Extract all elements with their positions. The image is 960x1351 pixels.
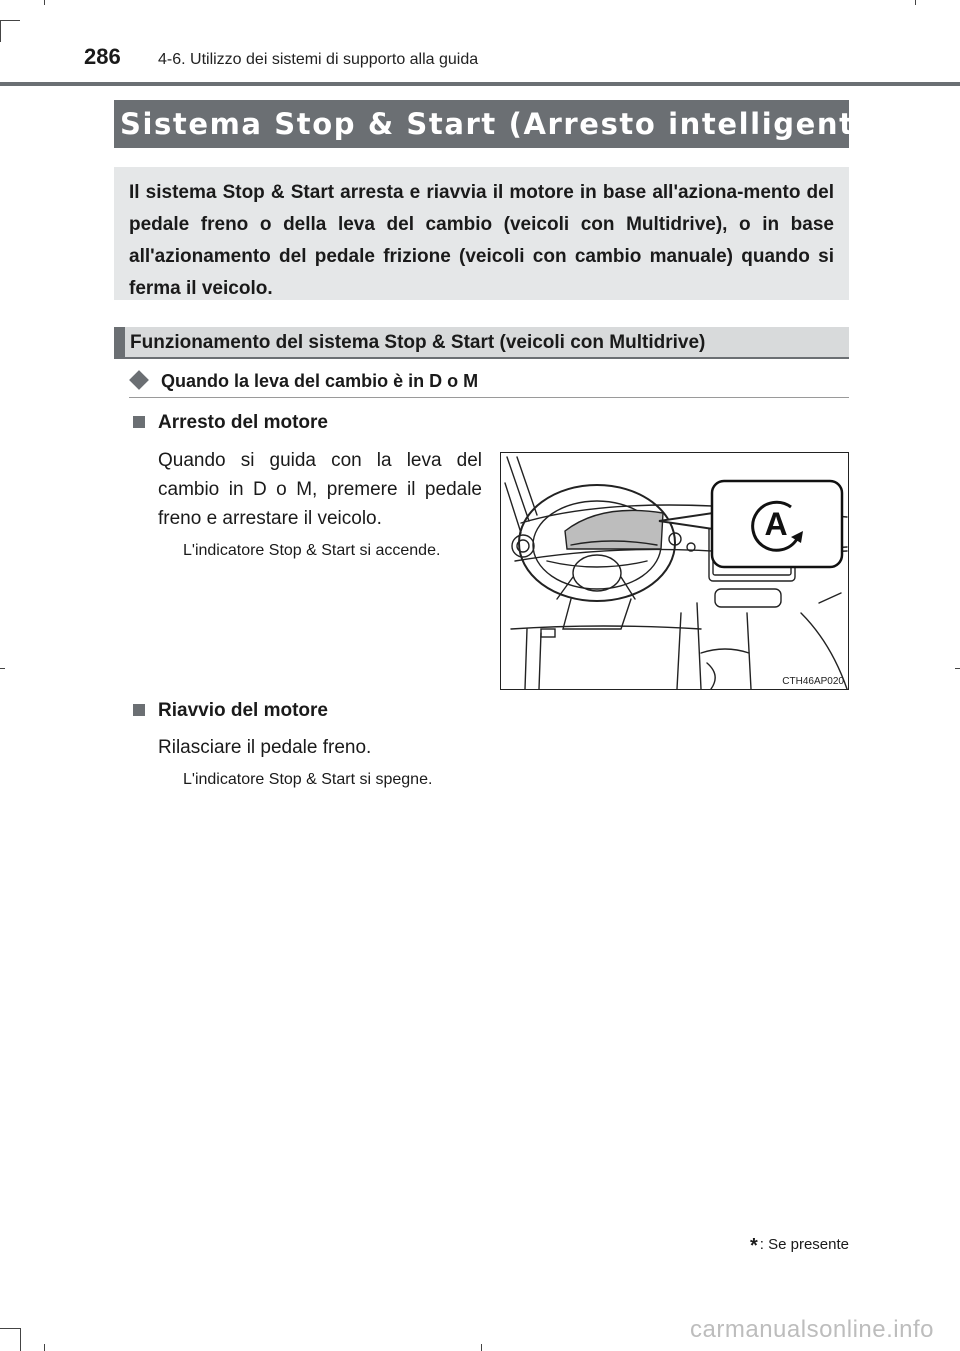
- callout-letter: A: [764, 506, 788, 542]
- subsection-header: Funzionamento del sistema Stop & Start (veicoli con Multidrive): [114, 327, 849, 359]
- crop-mark: [915, 0, 916, 5]
- crop-mark: [0, 20, 20, 21]
- crop-mark: [20, 1328, 21, 1351]
- asterisk-icon: *: [749, 1235, 758, 1257]
- optional-asterisk: *: [892, 100, 905, 124]
- item-paragraph: Quando si guida con la leva del cambio in D o M, premere il pedale freno e arrestare il veicolo.: [158, 450, 482, 529]
- section-title: Sistema Stop & Start (Arresto intelligente): [120, 107, 891, 141]
- dashboard-illustration: [500, 452, 849, 690]
- subsection-heading-text: Quando la leva del cambio è in D o M: [161, 371, 479, 391]
- square-bullet-icon: [133, 704, 145, 716]
- running-header: 4-6. Utilizzo dei sistemi di supporto alla guida: [158, 51, 479, 68]
- figure-code: CTH46AP020: [782, 676, 844, 687]
- page-number: 286: [84, 44, 121, 69]
- footnote: [750, 1232, 849, 1255]
- square-bullet-icon: [133, 416, 145, 428]
- crop-mark: [955, 668, 960, 669]
- crop-mark: [44, 1344, 45, 1351]
- crop-mark: [0, 20, 1, 42]
- crop-mark: [481, 1344, 482, 1351]
- item-note: L'indicatore Stop & Start si spegne.: [183, 771, 433, 788]
- item-heading: [133, 699, 328, 723]
- item-heading-text: Arresto del motore: [158, 412, 328, 433]
- item-heading-text: Riavvio del motore: [158, 700, 328, 721]
- watermark: carmanualsonline.info: [690, 1316, 934, 1343]
- subsection-heading: [129, 366, 849, 398]
- footnote-text: : Se presente: [759, 1236, 849, 1253]
- section-title-bar: [114, 100, 905, 148]
- intro-box: Il sistema Stop & Start arresta e riavvia il motore in base all'aziona-mento del pedale freno o della leva del cambio (veicoli con Multidrive), o in base all'azionamento del pedale frizione (veicoli con cambio manuale) quando si ferma il veicolo.: [114, 167, 849, 300]
- crop-mark: [44, 0, 45, 5]
- item-note: L'indicatore Stop & Start si accende.: [183, 542, 441, 559]
- crop-mark: [0, 668, 5, 669]
- dashboard-drawing: [501, 453, 848, 689]
- crop-mark: [0, 1328, 20, 1329]
- header-rule: [0, 82, 960, 86]
- diamond-bullet-icon: [129, 370, 149, 390]
- item-heading: [133, 411, 328, 435]
- item-paragraph: Rilasciare il pedale freno.: [158, 737, 372, 758]
